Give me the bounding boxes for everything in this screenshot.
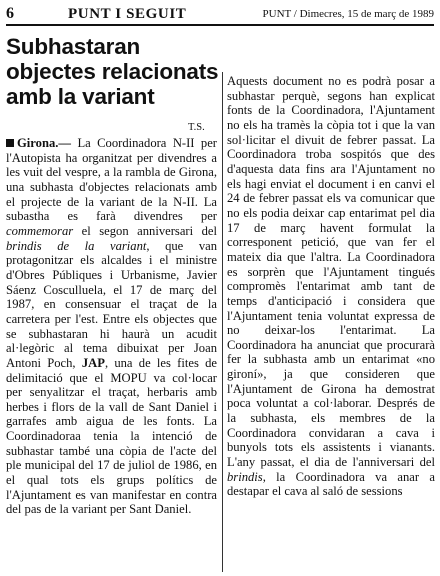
issue-dateline: PUNT / Dimecres, 15 de març de 1989 — [262, 8, 434, 20]
masthead-rule — [6, 24, 434, 26]
article-paragraph — [6, 136, 217, 517]
article-paragraph — [227, 74, 435, 499]
body-text: , que van protagonitzar els alcaldes i el ministre d'Obres Públiques i Urbanisme, Javier Sáenz Cosculluela, el 17 de març del 1987, en consensuar el traçat de la carretera per l'est. Entre els objectes que se subhastaran hi haurà un acudit al·legòric al tema dibuixat per Joan Antoni Poch, — [6, 238, 217, 370]
article-column-right — [227, 74, 435, 499]
body-emphasis: brindis de la variant — [6, 238, 147, 253]
column-divider — [222, 72, 223, 572]
body-text: el segon anniversari del — [73, 223, 217, 238]
place-dateline: Girona.— — [17, 136, 71, 150]
bullet-square-icon — [6, 139, 14, 147]
article-byline: T.S. — [188, 122, 205, 133]
body-emphasis: commemorar — [6, 223, 74, 238]
masthead — [6, 4, 434, 26]
article-column-left — [6, 136, 217, 517]
section-title: PUNT I SEGUIT — [68, 6, 187, 22]
body-bold: JAP — [81, 355, 105, 370]
body-text: La Coordinadora N-II per l'Autopista ha organitzat per divendres a les vuit del vespre, a la rambla de Girona, una subhasta d'objectes relacionats amb el projecte de la variant de la N-II. La subastha es farà divendres per — [6, 136, 218, 224]
body-text: Aquests document no es podrà posar a subhastar perquè, segons han explicat fonts de la Coordinadora, l'Ajuntament no els ha tramès la còpia tot i que la van sol·licitar el divuit de febrer passat. La Coordinadora troba sospitós que des d'aquesta data fins ara l'Ajuntament no els hagi enviat el document i en canvi el 24 de febrer passat els va comunicar que no els podia deixar cap entarimat pel dia 17 de març havent formulat la corresponent petició, que van fer el mateix dia que l'altra. La Coordinadora es sorprèn que l'Ajuntament tingués compromès l'entarimat amb tant de temps d'anticipació i considera que l'Ajuntament tenia voluntat expressa de no deixar-los l'entarimat. La Coordinadora ha anunciat que procurarà fer la subhasta amb un entarimat «no gironí», ja que consideren que l'Ajuntament de Girona ha demostrat poca voluntat a col·laborar. Després de la subhasta, els membres de la Coordinadora convidaran a cava i bunyols tots els assistents i vianants. L'any passat, el dia de l'anniversari del — [227, 74, 435, 470]
body-text: , una de les fites de delimitació que el MOPU va col·locar per senyalitzar el traçat, herbaris amb herbes i flors de la vall de Sant Daniel i garrafes amb aigua de les fonts. La Coordinadoraa tenia la intenció de subhastar també una còpia de l'acte del ple municipal del 17 de juliol de 1986, en el qual tots els grups polítics de l'Ajuntament es van manifestar en contra del pas de la variant per Sant Daniel. — [6, 355, 217, 517]
article-headline: Subhastaran objectes relacionats amb la variant — [6, 34, 219, 109]
body-emphasis: brindis — [227, 469, 263, 484]
body-text: , la Coordinadora va anar a destapar el cava al saló de sessions — [227, 469, 435, 499]
page-number: 6 — [6, 5, 14, 22]
